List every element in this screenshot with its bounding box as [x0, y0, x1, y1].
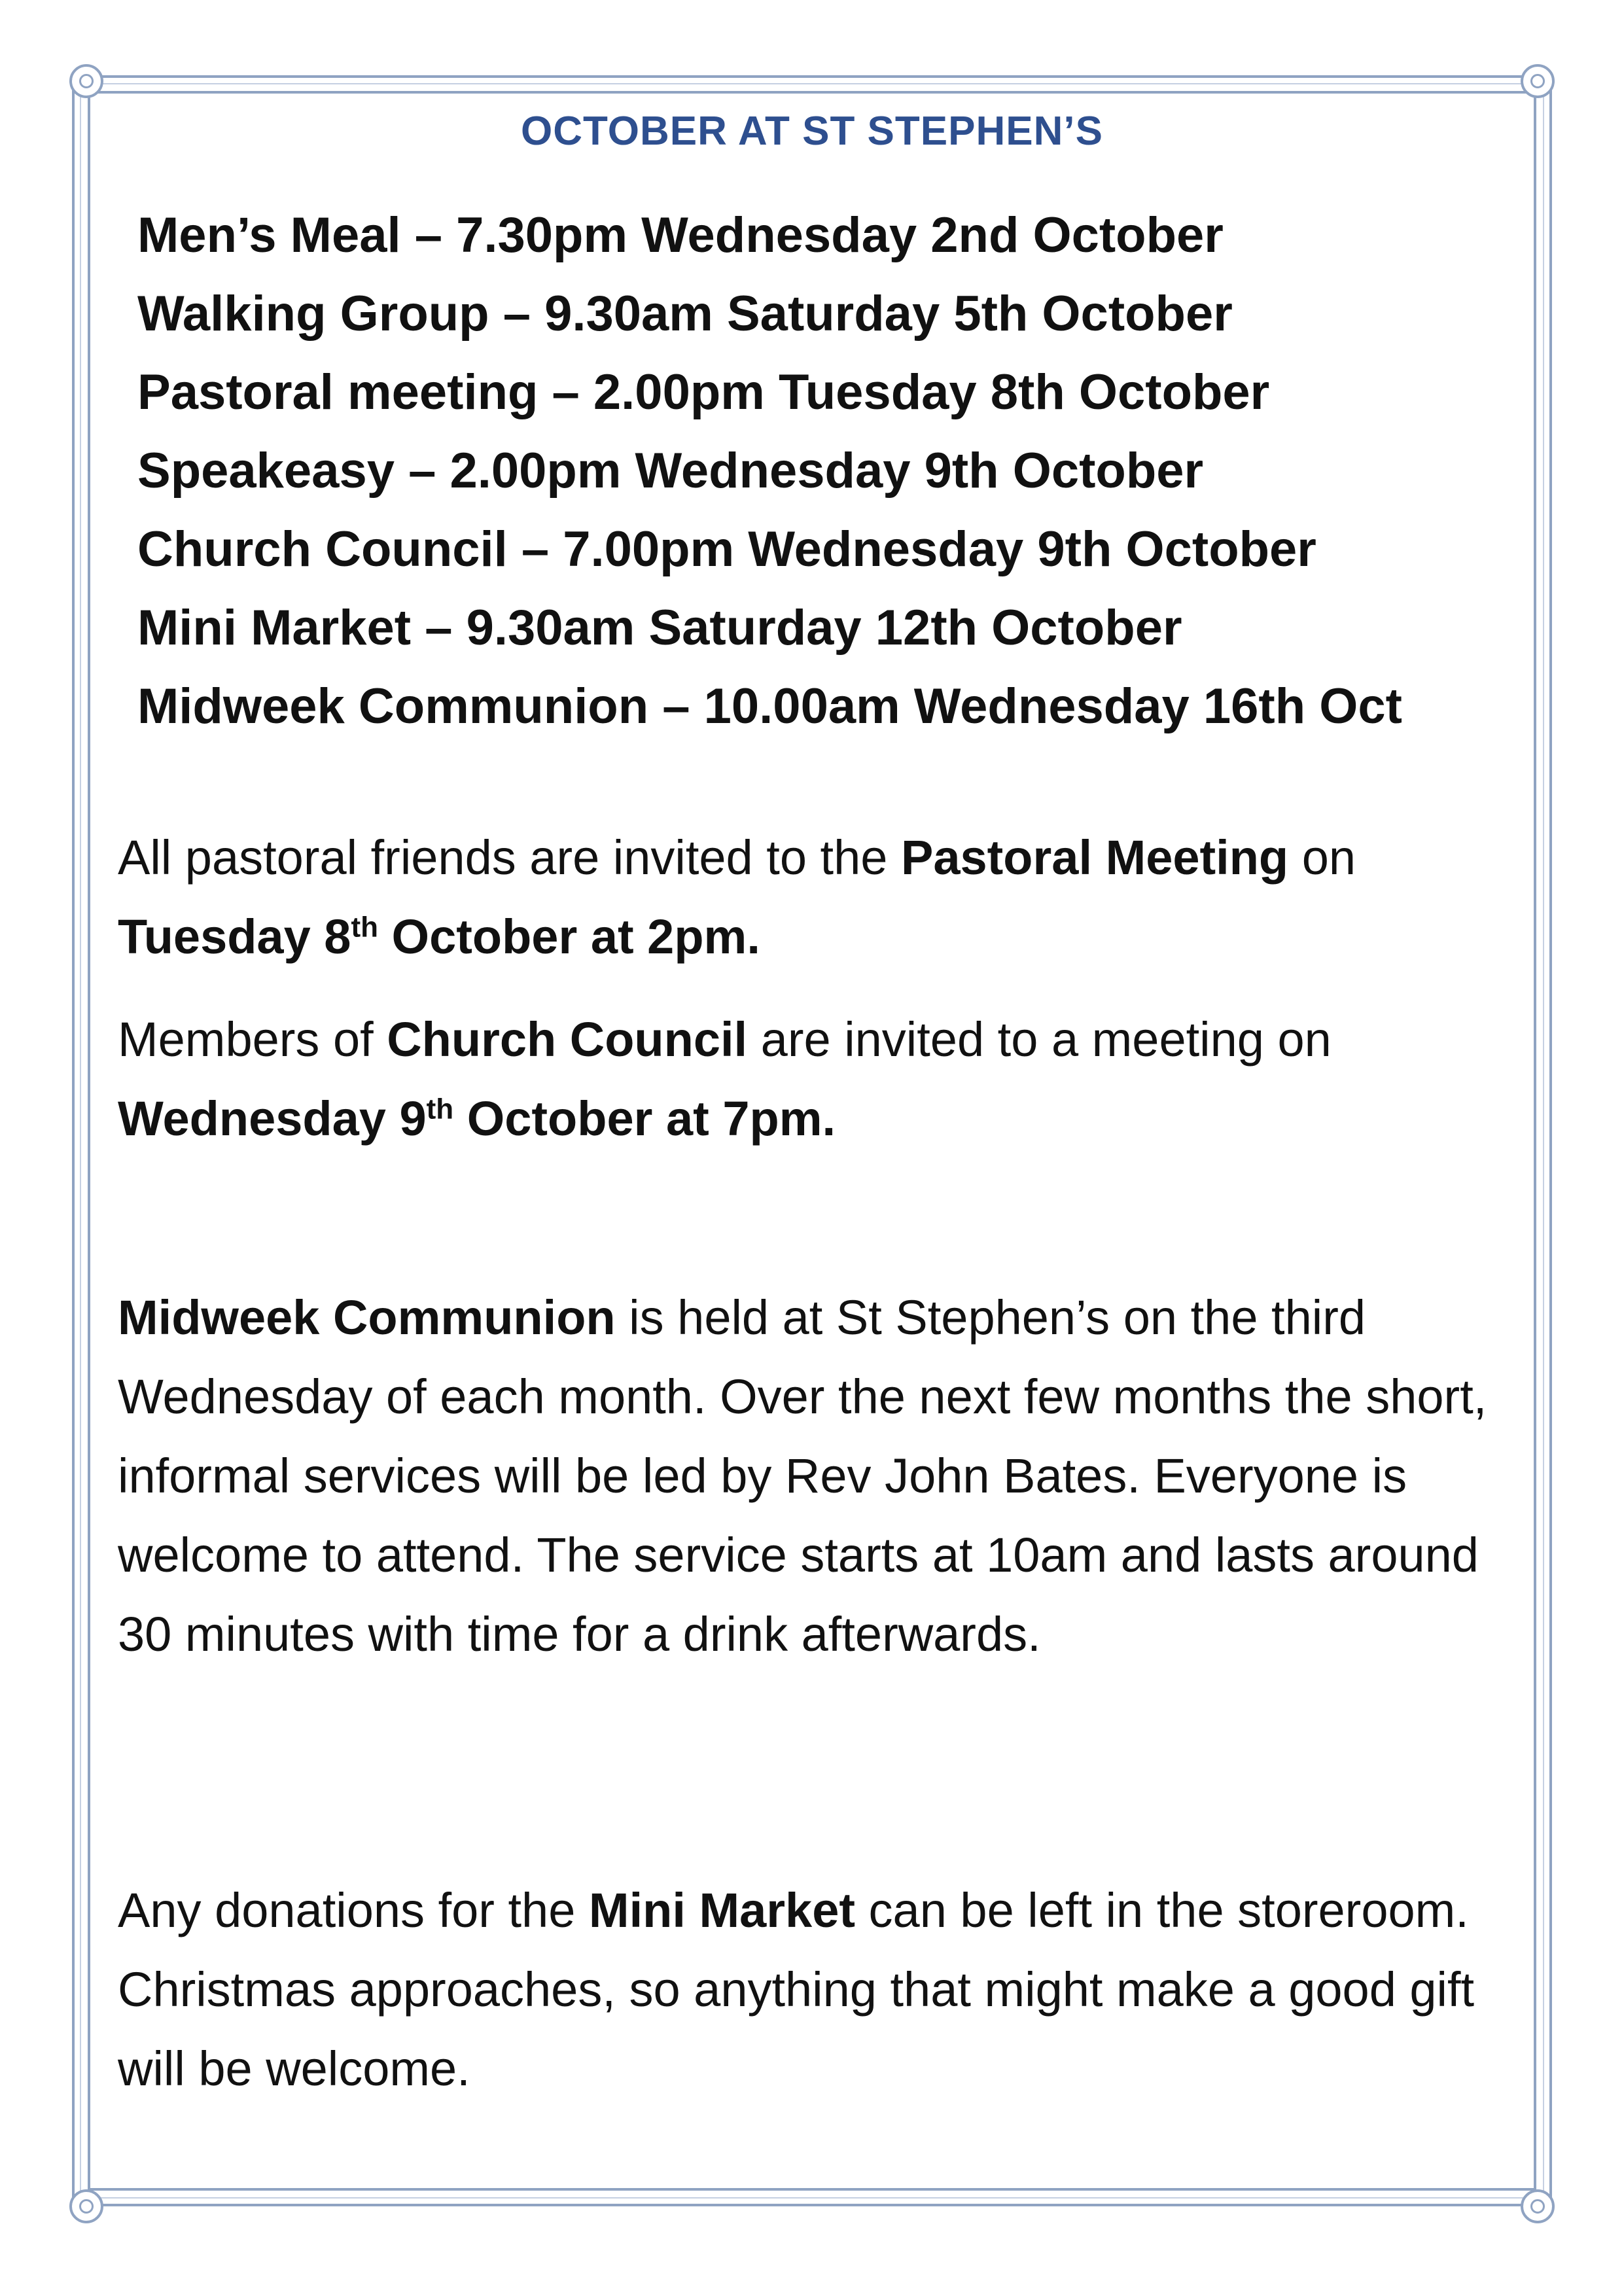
paragraph-text: is held at St Stephen’s on the third Wednesday of each month. Over the next few months the short, informal services will be led by Rev John Bates. Everyone is welcome to attend. The service starts at 10am and lasts around 30 minutes with time for a drink afterwards. — [118, 1290, 1487, 1661]
paragraph-bold-text: Mini Market — [588, 1883, 855, 1937]
event-item: Mini Market – 9.30am Saturday 12th October — [137, 600, 1182, 656]
event-item: Pastoral meeting – 2.00pm Tuesday 8th October — [137, 364, 1270, 420]
paragraph-text: are invited to a meeting on — [747, 1012, 1332, 1067]
paragraph-bold-text: Tuesday 8 — [118, 910, 351, 964]
paragraph-bold-text: October at 2pm. — [378, 910, 760, 964]
page-title: OCTOBER AT ST STEPHEN’S — [521, 109, 1103, 154]
event-item: Midweek Communion – 10.00am Wednesday 16th Oct — [137, 679, 1402, 734]
mini-market-paragraph — [118, 1871, 1531, 2108]
pastoral-meeting-paragraph — [118, 818, 1531, 976]
corner-ornament-icon — [69, 64, 103, 98]
ordinal-suffix: th — [426, 1093, 454, 1125]
corner-ornament-icon — [1521, 64, 1555, 98]
church-council-paragraph — [118, 1000, 1531, 1158]
paragraph-bold-text: Pastoral Meeting — [900, 830, 1289, 885]
paragraph-text: can be left in the storeroom. Christmas approaches, so anything that might make a good gift will be welcome. — [118, 1883, 1475, 2096]
midweek-communion-paragraph — [118, 1278, 1531, 1674]
ordinal-suffix: th — [351, 911, 378, 944]
paragraph-text: Any donations for the — [118, 1883, 589, 1937]
paragraph-text: Members of — [118, 1012, 387, 1067]
paragraph-bold-text: Midweek Communion — [118, 1290, 616, 1345]
paragraph-text: on — [1288, 830, 1356, 885]
corner-ornament-icon — [1521, 2189, 1555, 2223]
paragraph-bold-text: October at 7pm. — [453, 1091, 836, 1146]
corner-ornament-icon — [69, 2189, 103, 2223]
event-item: Church Council – 7.00pm Wednesday 9th October — [137, 521, 1316, 577]
event-item: Walking Group – 9.30am Saturday 5th October — [137, 286, 1233, 342]
event-item: Men’s Meal – 7.30pm Wednesday 2nd October — [137, 207, 1224, 263]
event-item: Speakeasy – 2.00pm Wednesday 9th October — [137, 443, 1204, 499]
paragraph-bold-text: Wednesday 9 — [118, 1091, 427, 1146]
paragraph-bold-text: Church Council — [387, 1012, 748, 1067]
paragraph-text: All pastoral friends are invited to the — [118, 830, 901, 885]
event-list — [137, 196, 1402, 746]
